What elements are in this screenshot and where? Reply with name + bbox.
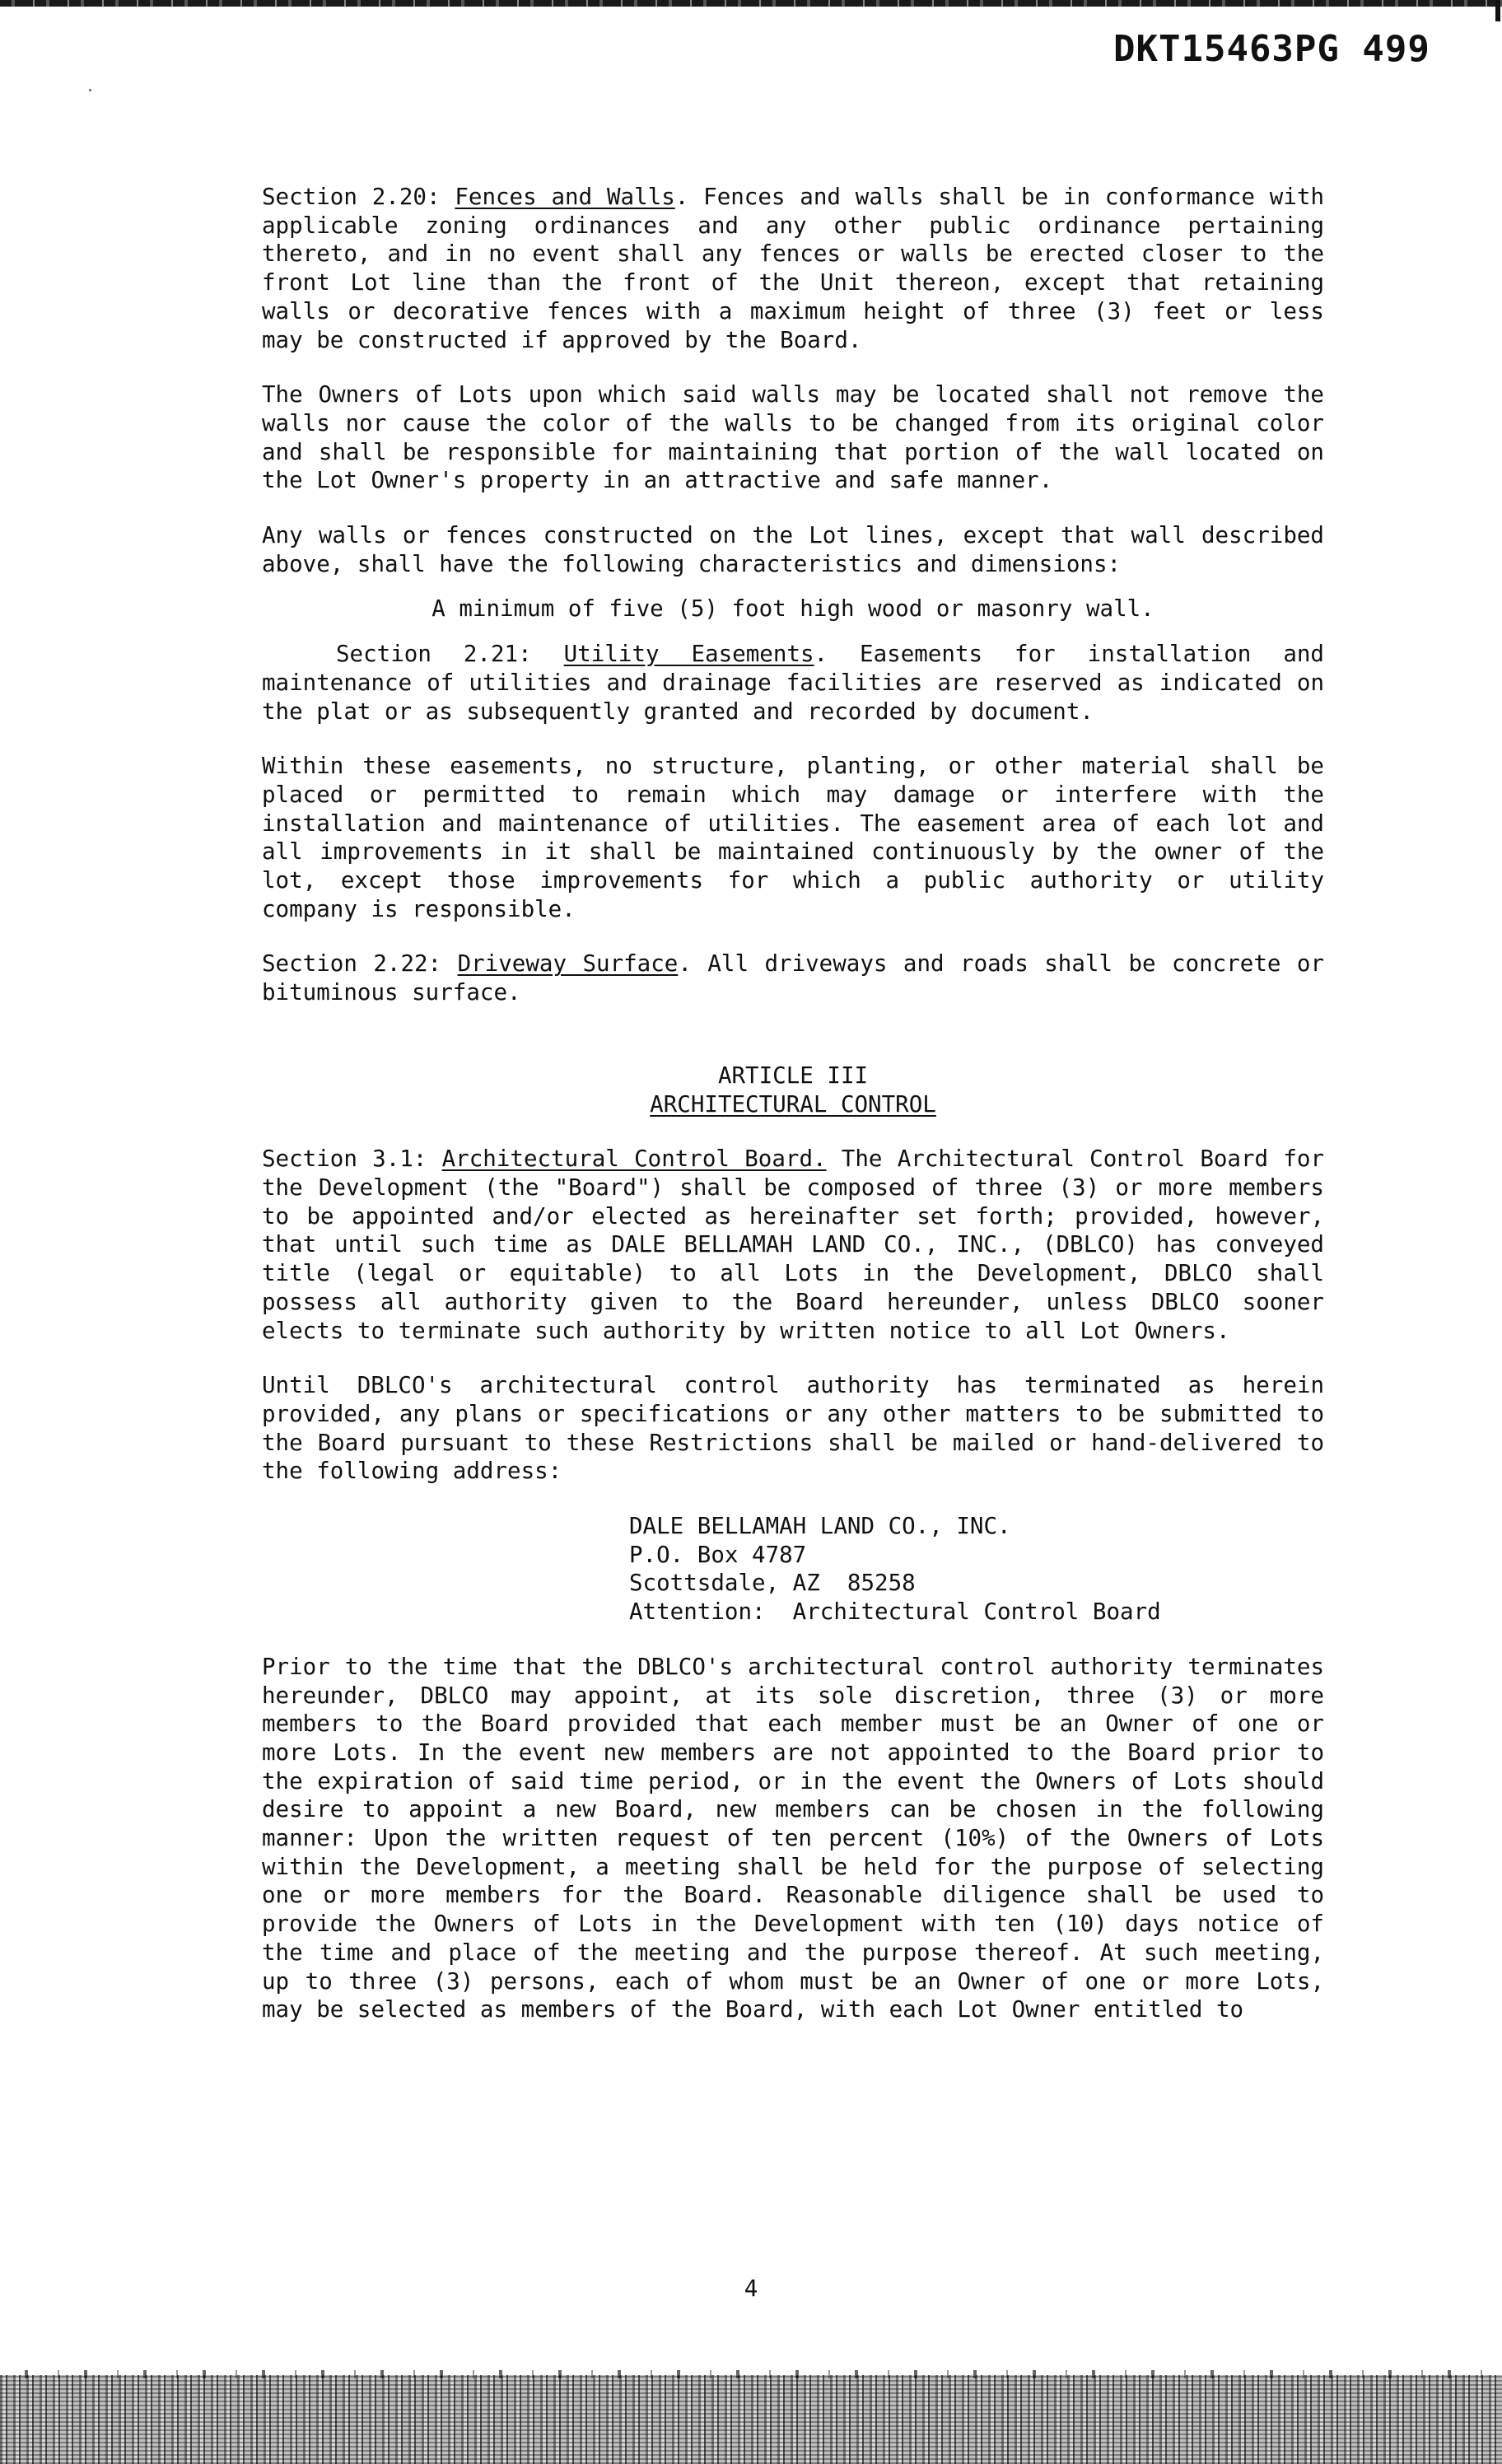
address-line-company: DALE BELLAMAH LAND CO., INC. — [629, 1513, 1011, 1540]
section-2-20-owners-paragraph: The Owners of Lots upon which said walls may be located shall not remove the walls nor cause the color of the walls to be changed from its original color and shall be responsible for maintaining that portion of the wall located on the Lot Owner's property in an attractive and safe manner. — [262, 381, 1324, 494]
section-2-20-lead: Section 2.20: — [262, 184, 455, 210]
section-3-1-submission-paragraph: Until DBLCO's architectural control authority has terminated as herein provided, any plans or specifications or any other matters to be submitted to the Board pursuant to these Restrictions shall be mailed or hand-delivered to the following address: — [262, 1372, 1324, 1485]
article-heading — [262, 1062, 1324, 1118]
scan-artifact-bottom — [0, 2375, 1502, 2464]
section-2-21-easements-paragraph: Within these easements, no structure, planting, or other material shall be placed or permitted to remain which may damage or interfere with the installation and maintenance of utilities. The easement area of each lot and all improvements in it shall be maintained continuously by the owner of the lot, except those improvements for which a public authority or utility company is responsible. — [262, 753, 1324, 922]
document-body — [262, 183, 1324, 2024]
section-2-22-body: . All driveways and roads shall be concrete or bituminous surface. — [262, 950, 1324, 1006]
article-number: ARTICLE III — [717, 1062, 869, 1089]
section-2-20-title: Fences and Walls — [455, 184, 675, 210]
address-line-city: Scottsdale, AZ 85258 — [629, 1570, 916, 1597]
section-2-21-body: . Easements for installation and maintenance of utilities and drainage facilities are reserved as indicated on the plat or as subsequently granted and recorded by document. — [262, 641, 1324, 725]
section-2-20-paragraph — [262, 183, 1324, 354]
address-line-po-box: P.O. Box 4787 — [629, 1541, 807, 1568]
section-2-20-lot-lines-paragraph: Any walls or fences constructed on the Lot lines, except that wall described above, shall have the following characteristics and dimensions: — [262, 522, 1324, 577]
section-3-1-title: Architectural Control Board. — [441, 1146, 827, 1173]
section-2-22-title: Driveway Surface — [457, 950, 679, 978]
section-2-21-paragraph — [262, 640, 1324, 726]
section-3-1-lead: Section 3.1: — [262, 1146, 442, 1173]
document-reference-stamp: DKT15463PG 499 — [1113, 28, 1430, 70]
section-2-21-title: Utility Easements — [563, 641, 814, 668]
mailing-address — [629, 1512, 1324, 1626]
scan-artifact-top — [0, 0, 1502, 7]
section-3-1-paragraph — [262, 1145, 1324, 1345]
page-number: 4 — [744, 2275, 758, 2302]
section-3-1-appointment-paragraph: Prior to the time that the DBLCO's architectural control authority terminates hereunder, DBLCO may appoint, at its sole discretion, three (3) or more members to the Board provided that each member must be an Owner of one or more Lots. In the event new members are not appointed to the Board prior to the expiration of said time period, or in the event the Owners of Lots should desire to appoint a new Board, new members can be chosen in the following manner: Upon the written request of ten percent (10%) of the Owners of Lots within the Development, a meeting shall be held for the purpose of selecting one or more members for the Board. Reasonable diligence shall be used to provide the Owners of Lots in the Development with ten (10) days notice of the time and place of the meeting and the purpose thereof. At such meeting, up to three (3) persons, each of whom must be an Owner of one or more Lots, may be selected as members of the Board, with each Lot Owner entitled to — [262, 1653, 1324, 2023]
section-2-22-paragraph — [262, 950, 1324, 1006]
section-2-20-wall-requirement: A minimum of five (5) foot high wood or masonry wall. — [431, 595, 1154, 623]
section-2-21-lead: Section 2.21: — [336, 641, 564, 668]
article-title: ARCHITECTURAL CONTROL — [650, 1090, 936, 1118]
scan-artifact-top-tick — [1495, 0, 1500, 21]
section-2-22-lead: Section 2.22: — [262, 950, 458, 978]
section-2-20-body: . Fences and walls shall be in conformance with applicable zoning ordinances and any other public ordinance pertaining thereto, and in no event shall any fences or walls be erected closer to the front Lot line than the front of the Unit thereon, except that retaining walls or decorative fences with a maximum height of three (3) feet or less may be constructed if approved by the Board. — [262, 184, 1325, 353]
scan-speck — [89, 89, 91, 91]
address-line-attention: Attention: Architectural Control Board — [629, 1598, 1161, 1626]
section-3-1-body: The Architectural Control Board for the Development (the "Board") shall be composed of three (3) or more members to be appointed and/or elected as hereinafter set forth; provided, however, that until such time as DALE BELLAMAH LAND CO., INC., (DBLCO) has conveyed title (legal or equitable) to all Lots in the Development, DBLCO shall possess all authority given to the Board hereunder, unless DBLCO sooner elects to terminate such authority by written notice to all Lot Owners. — [262, 1146, 1325, 1344]
